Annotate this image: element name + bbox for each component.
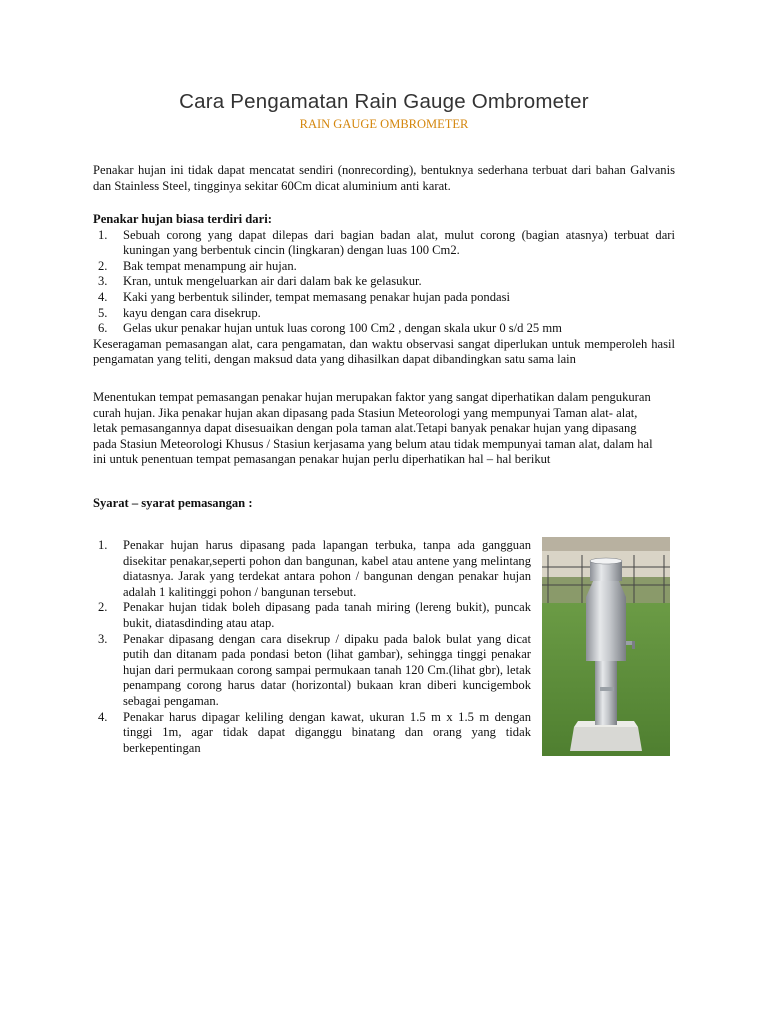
- requirements-heading: Syarat – syarat pemasangan :: [93, 496, 253, 510]
- list-item: [93, 321, 675, 337]
- list-number: 3.: [98, 631, 108, 646]
- list-number: 4.: [98, 709, 108, 724]
- list-item: [93, 290, 675, 306]
- list-item: [93, 600, 531, 631]
- list-item-text: Sebuah corong yang dapat dilepas dari bagian badan alat, mulut corong (bagian atasnya) terbuat dari kuningan yang berbentuk cincin (lingkaran) dengan luas 100 Cm2.: [123, 227, 675, 258]
- parts-heading: Penakar hujan biasa terdiri dari:: [93, 212, 272, 226]
- list-item: [93, 274, 675, 290]
- list-item: [93, 538, 531, 600]
- list-number: 1.: [98, 538, 108, 552]
- list-number: 5.: [98, 305, 108, 320]
- list-item-text: Kaki yang berbentuk silinder, tempat memasang penakar hujan pada pondasi: [123, 289, 510, 304]
- list-item: [93, 710, 531, 757]
- intro-paragraph: Penakar hujan ini tidak dapat mencatat sendiri (nonrecording), bentuknya sederhana terbuat dari bahan Galvanis dan Stainless Steel, tingginya sekitar 60Cm dicat aluminium anti karat.: [93, 163, 675, 193]
- parts-closing-paragraph: Keseragaman pemasangan alat, cara pengamatan, dan waktu observasi sangat diperlukan untuk memperoleh hasil pengamatan yang teliti, dengan maksud data yang dihasilkan dapat dibandingkan satu sama lain: [93, 336, 675, 367]
- rain-gauge-illustration: [542, 537, 670, 756]
- list-item-text: Penakar dipasang dengan cara disekrup / dipaku pada balok bulat yang dicat putih dan ditanam pada pondasi beton (lihat gambar), sehingga tinggi penakar hujan dari permukaan corong sampai permukaan tanah 120 Cm.(lihat gbr), letak penampang corong harus datar (horizontal) bukaan kran diberi kuncigembok sebagai pengaman.: [123, 631, 531, 708]
- page-subtitle: RAIN GAUGE OMBROMETER: [299, 117, 469, 131]
- list-item-text: Bak tempat menampung air hujan.: [123, 258, 297, 273]
- list-item-text: Penakar hujan harus dipasang pada lapangan terbuka, tanpa ada gangguan disekitar penakar,seperti pohon dan bangunan, kabel atau antene yang melintang diatasnya. Jarak yang terdekat antara pohon / bangunan dengan penakar hujan adalah 1 kalitinggi pohon / bangunan tersebut.: [123, 538, 531, 599]
- list-number: 4.: [98, 289, 108, 304]
- rain-gauge-photo: [542, 537, 670, 756]
- placement-paragraph: Menentukan tempat pemasangan penakar hujan merupakan faktor yang sangat diperhatikan dalam pengukuran curah hujan. Jika penakar hujan akan dipasang pada Stasiun Meteorologi yang mempunyai Taman alat- alat, letak pemasangannya dapat disesuaikan dengan pola taman alat.Tetapi banyak penakar hujan yang dipasang pada Stasiun Meteorologi Khusus / Stasiun kerjasama yang belum atau tidak mempunyai taman alat, dalam hal ini untuk penentuan tempat pemasangan penakar hujan perlu diperhatikan hal – hal berikut: [93, 390, 653, 467]
- list-number: 6.: [98, 321, 108, 336]
- list-item: [93, 259, 675, 275]
- parts-section: [93, 212, 675, 368]
- requirements-section: [93, 538, 531, 756]
- list-item-text: Penakar harus dipagar keliling dengan kawat, ukuran 1.5 m x 1.5 m dengan tinggi 1m, agar tidak dapat diganggu binatang dan orang yang tidak berkepentingan: [123, 709, 531, 755]
- list-number: 2.: [98, 600, 108, 615]
- list-item-text: Penakar hujan tidak boleh dipasang pada tanah miring (lereng bukit), puncak bukit, diatasdinding atau atap.: [123, 600, 531, 630]
- list-number: 3.: [98, 274, 108, 289]
- list-item: [93, 228, 675, 259]
- list-number: 2.: [98, 258, 108, 273]
- list-item-text: Gelas ukur penakar hujan untuk luas corong 100 Cm2 , dengan skala ukur 0 s/d 25 mm: [123, 321, 562, 336]
- list-item-text: Kran, untuk mengeluarkan air dari dalam bak ke gelasukur.: [123, 274, 422, 289]
- page-title: Cara Pengamatan Rain Gauge Ombrometer: [179, 90, 589, 113]
- list-item: [93, 306, 675, 322]
- list-number: 1.: [98, 227, 108, 242]
- list-item: [93, 632, 531, 710]
- requirements-list: [93, 538, 531, 756]
- list-item-text: kayu dengan cara disekrup.: [123, 305, 261, 320]
- parts-list: [93, 228, 675, 337]
